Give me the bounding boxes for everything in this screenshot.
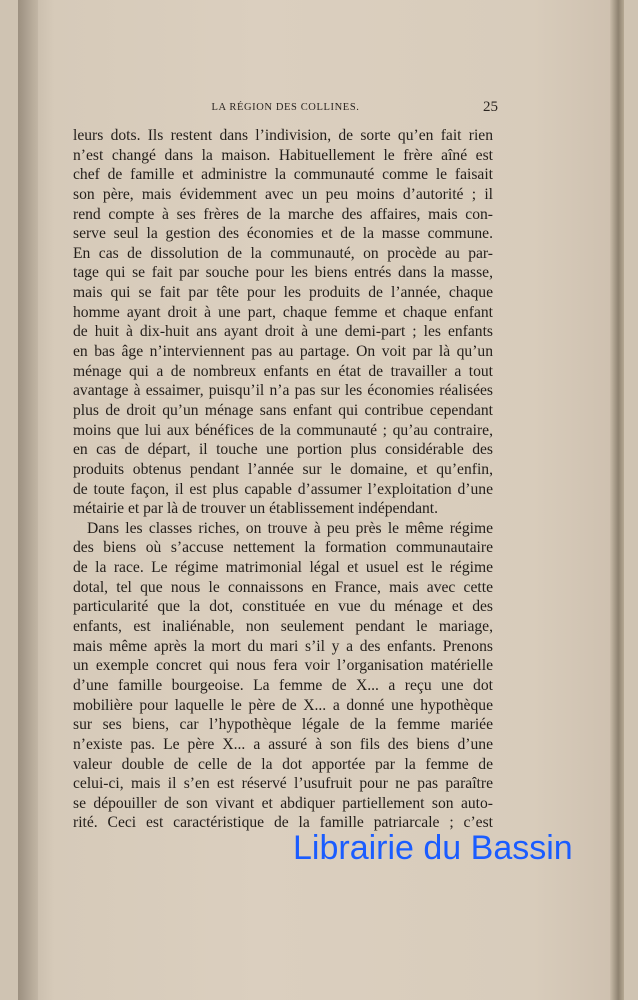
body-text (73, 126, 493, 833)
running-title: LA RÉGION DES COLLINES. (211, 102, 360, 113)
watermark: Librairie du Bassin (293, 829, 573, 867)
text-line: de huit à dix-huit ans ayant droit à une demi-part ; les enfants (73, 323, 493, 341)
text-line: n’existe pas. Le père X... a assuré à son fils des biens d’une (73, 735, 493, 753)
text-line: produits obtenus pendant l’année sur le domaine, et qu’enfin, (73, 460, 493, 478)
text-line: plus de droit qu’un ménage sans enfant qui contribue cependant (73, 401, 493, 419)
text-line: avantage à essaimer, puisqu’il n’a pas sur les économies réalisées (73, 382, 493, 400)
text-line: leurs dots. Ils restent dans l’indivision, de sorte qu’en fait rien (73, 127, 493, 144)
paragraph (73, 126, 493, 519)
text-line: mobilière pour laquelle le père de X... a donné une hypothèque (73, 696, 493, 714)
text-line: En cas de dissolution de la communauté, on procède au par- (73, 244, 493, 262)
text-line: d’une famille bourgeoise. La femme de X... a reçu une dot (73, 676, 493, 694)
text-line: celui-ci, mais il s’en est réservé l’usufruit pour ne pas paraître (73, 775, 493, 793)
page-edge (610, 0, 624, 1000)
text-line: rité. Ceci est caractéristique de la famille patriarcale ; c’est (73, 814, 493, 832)
text-line: moins que lui aux bénéfices de la communauté ; qu’au contraire, (73, 421, 493, 439)
text-line: enfants, est inaliénable, non seulement pendant le mariage, (73, 618, 493, 636)
text-line: valeur double de celle de la dot apportée par la femme de (73, 755, 493, 773)
text-line: son père, mais évidemment avec un peu moins d’autorité ; il (73, 185, 493, 203)
text-line: tage qui se fait par souche pour les biens entrés dans la masse, (73, 264, 493, 282)
paragraph (73, 519, 493, 833)
text-line: de la race. Le régime matrimonial légal et usuel est le régime (73, 559, 493, 577)
text-line: métairie et par là de trouver un établissement indépendant. (73, 500, 439, 518)
text-line: mais qui se fait par tête pour les produits de l’année, chaque (73, 284, 493, 302)
text-line: en bas âge n’interviennent pas au partage. On voit par là qu’un (73, 343, 493, 361)
text-line: homme ayant droit à une part, chaque femme et chaque enfant (73, 303, 493, 321)
text-line: ménage qui a de nombreux enfants en état de travailler a tout (73, 362, 493, 380)
text-line: se dépouiller de son vivant et abdiquer partiellement son auto- (73, 794, 493, 812)
text-line: n’est changé dans la maison. Habituellement le frère aîné est (73, 146, 493, 164)
text-line: mais même après la mort du mari s’il y a des enfants. Prenons (73, 637, 493, 655)
text-line: un exemple concret qui nous fera voir l’organisation matérielle (73, 657, 493, 675)
text-line: serve seul la gestion des économies et de la masse commune. (73, 225, 493, 243)
text-line: chef de famille et administre la communauté comme le faisait (73, 166, 493, 184)
text-line: particularité que la dot, constituée en vue du ménage et des (73, 598, 493, 616)
text-line: en cas de départ, il touche une portion plus considérable des (73, 441, 493, 459)
text-line: de toute façon, il est plus capable d’assumer l’exploitation d’une (73, 480, 493, 498)
page-header (73, 99, 498, 120)
text-line: des biens où s’accuse nettement la formation communautaire (73, 539, 493, 557)
text-line: sur ses biens, car l’hypothèque légale de la femme mariée (73, 716, 493, 734)
page-gutter (18, 0, 38, 1000)
text-line: Dans les classes riches, on trouve à peu près le même régime (87, 519, 493, 537)
page-number: 25 (483, 99, 498, 115)
text-line: rend compte à ses frères de la marche des affaires, mais con- (73, 205, 493, 223)
text-line: dotal, tel que nous le connaissons en France, mais avec cette (73, 578, 493, 596)
